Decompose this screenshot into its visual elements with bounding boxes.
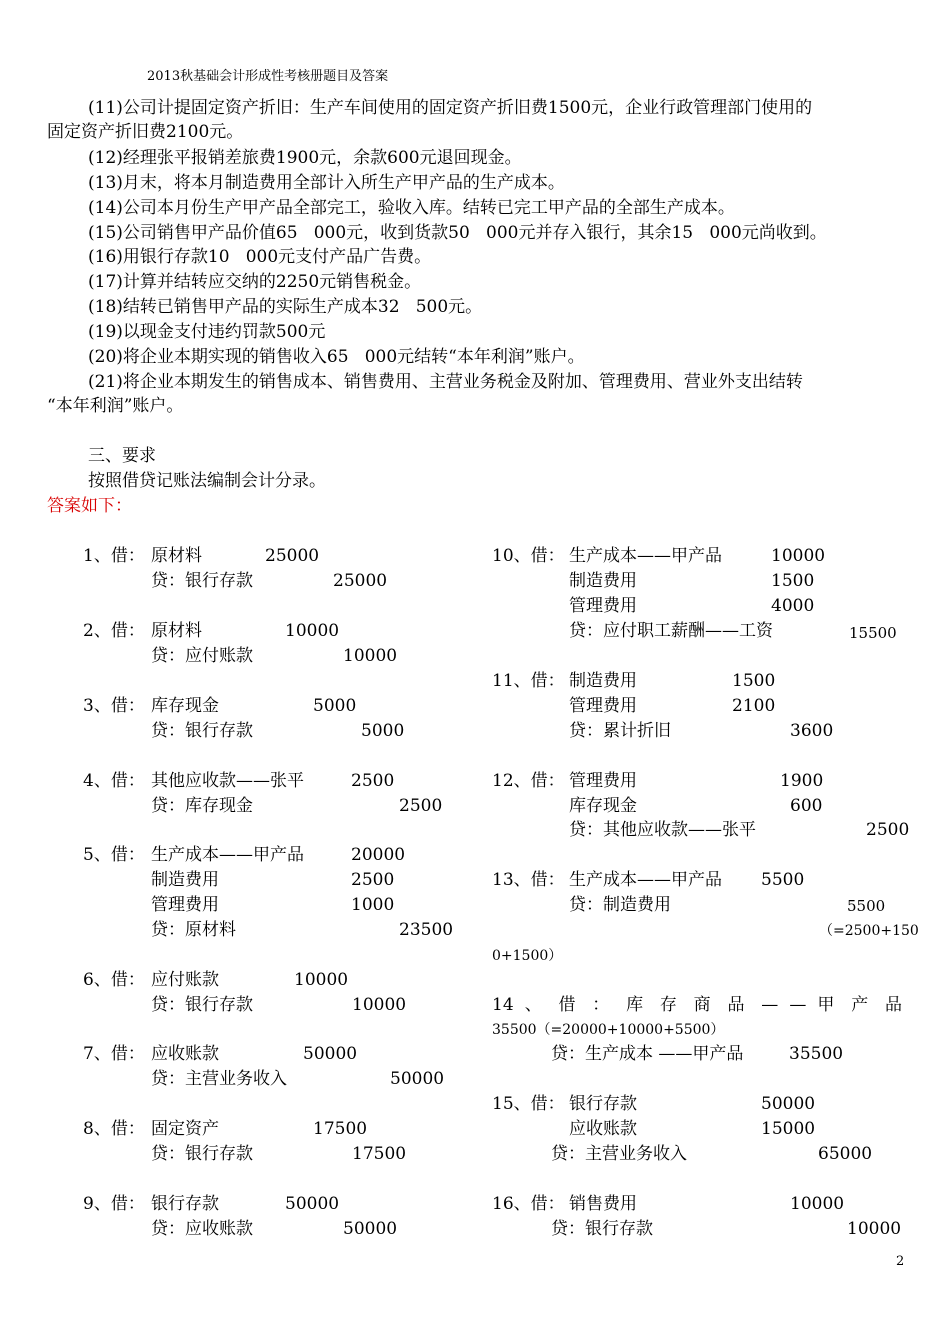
debit-amount: 50000 [303, 1044, 358, 1064]
credit-amount: 5500 [847, 897, 886, 915]
debit-account: 原材料 [151, 546, 202, 566]
amount-note: （=2500+150 [819, 923, 919, 939]
entry-number: 1、借： [83, 546, 145, 566]
page-number: 2 [896, 1254, 905, 1269]
debit-amount: 2100 [732, 696, 776, 716]
debit-account: 生产成本——甲产品 [151, 845, 304, 865]
debit-account: 制造费用 [569, 671, 637, 691]
transaction-line: (14)公司本月份生产甲产品全部完工，验收入库。结转已完工甲产品的全部生产成本。 [88, 198, 735, 218]
credit-amount: 23500 [399, 920, 454, 940]
credit-account: 贷：库存现金 [151, 796, 253, 816]
credit-account: 贷：银行存款 [151, 995, 253, 1015]
credit-amount: 65000 [818, 1144, 873, 1164]
debit-amount: 1900 [780, 771, 824, 791]
entry-number: 4、借： [83, 771, 145, 791]
entry-number: 15、借： [492, 1094, 565, 1114]
debit-amount: 5000 [313, 696, 357, 716]
debit-account: 原材料 [151, 621, 202, 641]
debit-account: 生产成本——甲产品 [569, 546, 722, 566]
debit-amount: 50000 [761, 1094, 816, 1114]
transaction-line: (20)将企业本期实现的销售收入65 000元结转“本年利润”账户。 [88, 347, 585, 367]
debit-account: 管理费用 [151, 895, 219, 915]
debit-account: 制造费用 [569, 571, 637, 591]
entry-number: 7、借： [83, 1044, 145, 1064]
debit-account: 库存现金 [151, 696, 219, 716]
debit-amount: 2500 [351, 771, 395, 791]
debit-amount: 1000 [351, 895, 395, 915]
debit-account: 管理费用 [569, 696, 637, 716]
credit-account: 贷：银行存款 [151, 571, 253, 591]
debit-amount: 600 [790, 796, 823, 816]
transaction-line: (13)月末，将本月制造费用全部计入所生产甲产品的生产成本。 [88, 173, 565, 193]
credit-amount: 2500 [399, 796, 443, 816]
entry-number: 8、借： [83, 1119, 145, 1139]
transaction-line: (19)以现金支付违约罚款500元 [88, 322, 326, 342]
transaction-line: (11)公司计提固定资产折旧：生产车间使用的固定资产折旧费1500元，企业行政管理部门使用的 [88, 98, 813, 118]
entry-number: 16、借： [492, 1194, 565, 1214]
debit-account: 银行存款 [569, 1094, 637, 1114]
debit-account: 制造费用 [151, 870, 219, 890]
debit-account: 银行存款 [151, 1194, 219, 1214]
credit-amount: 5000 [361, 721, 405, 741]
debit-amount: 17500 [313, 1119, 368, 1139]
debit-amount: 50000 [285, 1194, 340, 1214]
debit-account: 管理费用 [569, 596, 637, 616]
credit-account: 贷：银行存款 [151, 1144, 253, 1164]
entry-number: 5、借： [83, 845, 145, 865]
debit-amount: 10000 [285, 621, 340, 641]
debit-amount: 10000 [790, 1194, 845, 1214]
transaction-line: (12)经理张平报销差旅费1900元，余款600元退回现金。 [88, 148, 522, 168]
transaction-line: (18)结转已销售甲产品的实际生产成本32 500元。 [88, 297, 483, 317]
credit-amount: 25000 [333, 571, 388, 591]
credit-amount: 10000 [343, 646, 398, 666]
debit-amount: 15000 [761, 1119, 816, 1139]
debit-amount: 2500 [351, 870, 395, 890]
credit-amount: 10000 [847, 1219, 902, 1239]
page-header: 2013秋基础会计形成性考核册题目及答案 [147, 69, 389, 84]
credit-amount: 17500 [352, 1144, 407, 1164]
debit-amount: 25000 [265, 546, 320, 566]
entry-number: 13、借： [492, 870, 565, 890]
amount-note: 0+1500） [492, 948, 563, 964]
debit-account: 其他应收款——张平 [151, 771, 304, 791]
entry-number: 3、借： [83, 696, 145, 716]
debit-account: 应付账款 [151, 970, 219, 990]
credit-account: 贷：应付职工薪酬——工资 [569, 621, 773, 641]
credit-account: 贷：银行存款 [151, 721, 253, 741]
entry-number: 9、借： [83, 1194, 145, 1214]
section-title: 三、要求 [88, 446, 156, 466]
credit-amount: 3600 [790, 721, 834, 741]
transaction-line: “本年利润”账户。 [47, 396, 184, 416]
credit-amount: 50000 [390, 1069, 445, 1089]
debit-account: 生产成本——甲产品 [569, 870, 722, 890]
debit-account: 固定资产 [151, 1119, 219, 1139]
credit-account: 贷：累计折旧 [569, 721, 671, 741]
answer-label: 答案如下： [47, 496, 132, 516]
entry-number: 10、借： [492, 546, 565, 566]
section-instruction: 按照借贷记账法编制会计分录。 [88, 471, 326, 491]
debit-amount: 10000 [294, 970, 349, 990]
credit-amount: 2500 [866, 820, 910, 840]
debit-amount: 5500 [761, 870, 805, 890]
transaction-line: (17)计算并结转应交纳的2250元销售税金。 [88, 272, 422, 292]
credit-account: 贷：主营业务收入 [151, 1069, 287, 1089]
credit-account: 贷：应付账款 [151, 646, 253, 666]
credit-amount: 10000 [352, 995, 407, 1015]
transaction-line: 固定资产折旧费2100元。 [47, 122, 244, 142]
entry-14-debit-line: 14 、 借 ： 库 存 商 品 — — 甲 产 品 [492, 995, 902, 1015]
credit-amount: 35500 [789, 1044, 844, 1064]
debit-account: 库存现金 [569, 796, 637, 816]
debit-account: 应收账款 [569, 1119, 637, 1139]
entry-number: 11、借： [492, 671, 565, 691]
debit-account: 销售费用 [569, 1194, 637, 1214]
transaction-line: (21)将企业本期发生的销售成本、销售费用、主营业务税金及附加、管理费用、营业外支出结转 [88, 372, 803, 392]
debit-account: 应收账款 [151, 1044, 219, 1064]
credit-account: 贷：应收账款 [151, 1219, 253, 1239]
credit-account: 贷：其他应收款——张平 [569, 820, 756, 840]
debit-amount: 4000 [771, 596, 815, 616]
credit-account: 贷：原材料 [151, 920, 236, 940]
debit-amount: 35500（=20000+10000+5500） [492, 1022, 725, 1038]
credit-account: 贷：制造费用 [569, 895, 671, 915]
credit-account: 贷：银行存款 [551, 1219, 653, 1239]
credit-amount: 15500 [849, 624, 897, 642]
entry-number: 2、借： [83, 621, 145, 641]
transaction-line: (16)用银行存款10 000元支付产品广告费。 [88, 247, 432, 267]
credit-account: 贷：主营业务收入 [551, 1144, 687, 1164]
transaction-line: (15)公司销售甲产品价值65 000元，收到货款50 000元并存入银行，其余15 000元尚收到。 [88, 223, 827, 243]
debit-amount: 10000 [771, 546, 826, 566]
entry-number: 6、借： [83, 970, 145, 990]
debit-amount: 20000 [351, 845, 406, 865]
credit-amount: 50000 [343, 1219, 398, 1239]
credit-account: 贷：生产成本 ——甲产品 [551, 1044, 744, 1064]
debit-account: 管理费用 [569, 771, 637, 791]
entry-number: 12、借： [492, 771, 565, 791]
debit-amount: 1500 [732, 671, 776, 691]
debit-amount: 1500 [771, 571, 815, 591]
